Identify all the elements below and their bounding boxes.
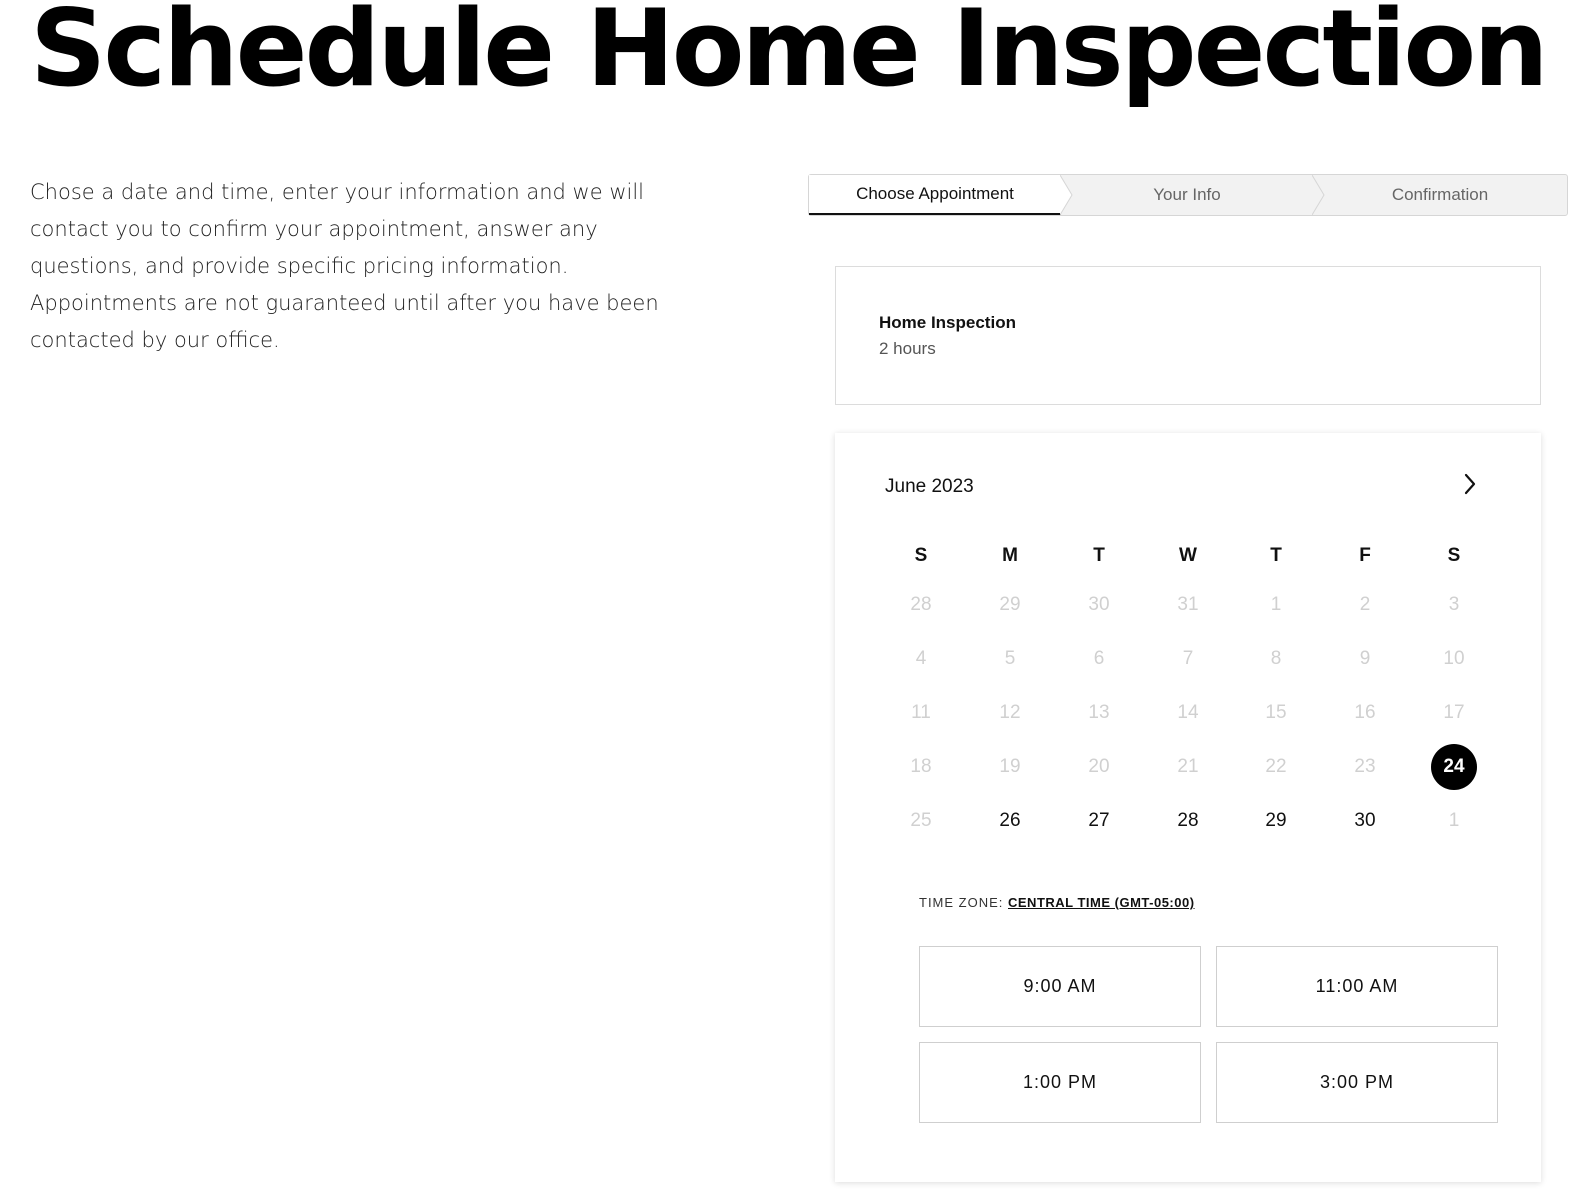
calendar-day: 12	[999, 702, 1021, 723]
calendar-day: 11	[911, 702, 931, 723]
calendar-day: 20	[1088, 756, 1110, 777]
calendar-day: 22	[1265, 756, 1287, 777]
calendar-day: 18	[910, 756, 932, 777]
service-name: Home Inspection	[879, 313, 1016, 332]
calendar-day: 28	[910, 594, 932, 615]
calendar-card	[835, 433, 1541, 1182]
time-slot-button[interactable]: 9:00 AM	[919, 946, 1201, 1027]
step-divider-icon	[1312, 175, 1326, 215]
calendar-day: 17	[1443, 702, 1465, 723]
calendar-day: 21	[1177, 756, 1199, 777]
weekday-label: T	[1093, 545, 1105, 566]
calendar-day: 1	[1448, 810, 1460, 831]
timezone-label: TIME ZONE:	[919, 895, 1004, 910]
weekday-label: M	[1002, 545, 1018, 566]
step-your-info[interactable]: Your Info	[1153, 185, 1221, 204]
calendar-day: 10	[1443, 648, 1465, 669]
calendar-day: 25	[910, 810, 932, 831]
calendar-day: 5	[1004, 648, 1016, 669]
weekday-label: S	[914, 545, 928, 566]
intro-text: Chose a date and time, enter your information and we will contact you to confirm your appointment, answer any questions, and provide specific pricing information. Appointments are not guaranteed until after you have been contacted by our office.	[30, 180, 659, 352]
calendar-day[interactable]: 30	[1354, 810, 1376, 831]
calendar-day: 6	[1093, 648, 1105, 669]
step-confirmation[interactable]: Confirmation	[1391, 185, 1489, 204]
calendar-day: 1	[1270, 594, 1282, 615]
time-slot-button[interactable]: 3:00 PM	[1216, 1042, 1498, 1123]
time-slot-button[interactable]: 1:00 PM	[919, 1042, 1201, 1123]
calendar-day: 4	[915, 648, 927, 669]
calendar-day[interactable]: 27	[1088, 810, 1110, 831]
calendar-day: 29	[999, 594, 1021, 615]
calendar-day: 13	[1088, 702, 1110, 723]
chevron-right-icon[interactable]	[1457, 471, 1483, 497]
page-title: Schedule Home Inspection	[30, 0, 1546, 110]
step-choose-appointment[interactable]: Choose Appointment	[809, 175, 1061, 215]
booking-stepper	[808, 174, 1568, 216]
weekday-label: W	[1179, 545, 1197, 566]
timezone-link[interactable]: CENTRAL TIME (GMT-05:00)	[1008, 895, 1195, 910]
calendar-day: 8	[1270, 648, 1282, 669]
calendar-day: 23	[1354, 756, 1376, 777]
calendar-day: 31	[1177, 594, 1199, 615]
month-label: June 2023	[885, 476, 974, 497]
calendar-day[interactable]: 26	[999, 810, 1021, 831]
calendar-day: 16	[1354, 702, 1376, 723]
calendar-day: 2	[1359, 594, 1371, 615]
calendar-day: 7	[1182, 648, 1194, 669]
weekday-label: T	[1270, 545, 1282, 566]
weekday-label: F	[1359, 545, 1371, 566]
selected-day[interactable]: 24	[1431, 744, 1477, 790]
weekday-label: S	[1447, 545, 1461, 566]
calendar-day[interactable]: 29	[1265, 810, 1287, 831]
calendar-day: 9	[1359, 648, 1371, 669]
time-slot-button[interactable]: 11:00 AM	[1216, 946, 1498, 1027]
step-divider-icon	[1060, 175, 1074, 215]
calendar-day: 30	[1088, 594, 1110, 615]
service-card	[835, 266, 1541, 405]
calendar-day: 19	[999, 756, 1021, 777]
calendar-day: 14	[1177, 702, 1199, 723]
service-duration: 2 hours	[879, 339, 936, 358]
calendar-day: 15	[1265, 702, 1287, 723]
calendar-day[interactable]: 28	[1177, 810, 1199, 831]
calendar-day: 3	[1448, 594, 1460, 615]
